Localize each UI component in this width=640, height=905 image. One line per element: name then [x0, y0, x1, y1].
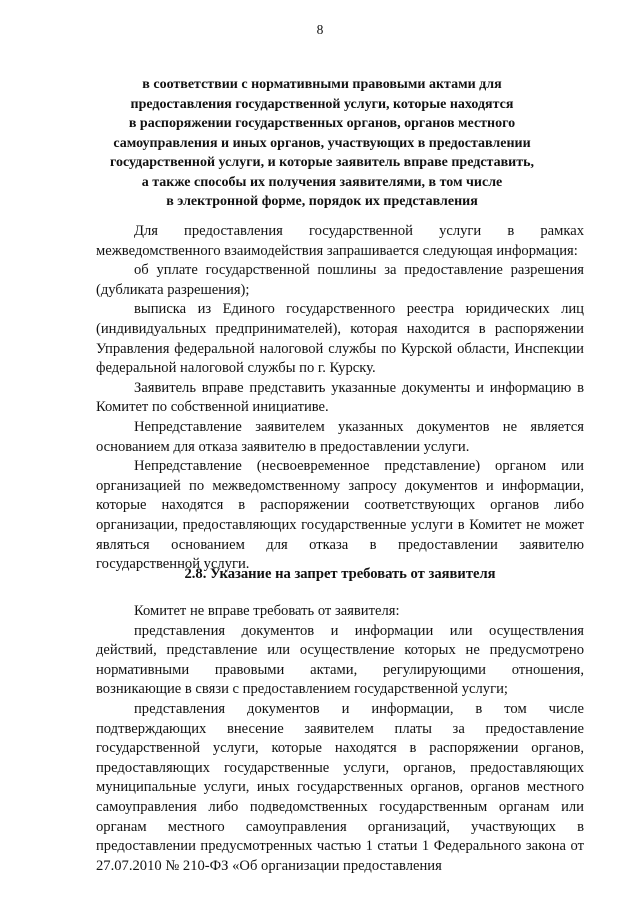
paragraph: Заявитель вправе представить указанные документы и информацию в Комитет по собственной инициативе. — [96, 379, 584, 416]
heading-line: предоставления государственной услуги, которые находятся — [130, 96, 514, 112]
body-block-1 — [96, 222, 584, 575]
paragraph: Непредставление заявителем указанных документов не является основанием для отказа заявителю в предоставлении услуги. — [96, 418, 584, 455]
section-heading — [92, 75, 552, 212]
paragraph: выписка из Единого государственного реестра юридических лиц (индивидуальных предпринимателей), которая находится в распоряжении Управления федеральной налоговой службы по Курской области, Инспекции федеральной налоговой службы по г. Курску. — [96, 301, 584, 377]
paragraph: Для предоставления государственной услуги в рамках межведомственного взаимодействия запрашивается следующая информация: — [96, 223, 584, 259]
heading-line: а также способы их получения заявителями, в том числе — [141, 174, 503, 190]
paragraph: об уплате государственной пошлины за предоставление разрешения (дубликата разрешения); — [96, 262, 584, 298]
body-block-2 — [96, 602, 584, 876]
heading-line: в электронной форме, порядок их представления — [166, 194, 478, 209]
page-number: 8 — [316, 22, 324, 37]
section-title: 2.8. Указание на запрет требовать от заявителя — [184, 566, 496, 582]
paragraph: Непредставление (несвоевременное представление) органом или организацией по межведомственному запросу документов и информации, которые находятся в распоряжении соответствующих органов либо организации, предоставляющих государственные услуги в Комитет не может являться основанием для отказа в предоставлении заявителю государственной услуги. — [96, 458, 584, 573]
heading-line: государственной услуги, и которые заявитель вправе представить, — [109, 155, 535, 170]
heading-line: в распоряжении государственных органов, органов местного — [128, 116, 516, 131]
paragraph: Комитет не вправе требовать от заявителя: — [134, 603, 400, 619]
heading-line: в соответствии с нормативными правовыми актами для — [142, 77, 502, 92]
heading-line: самоуправления и иных органов, участвующих в предоставлении — [113, 135, 531, 151]
paragraph: представления документов и информации или осуществления действий, представление или осуществление которых не предусмотрено нормативными правовыми актами, регулирующими отношения, возникающие в связи с предоставлением государственной услуги; — [96, 622, 584, 698]
paragraph: представления документов и информации, в том числе подтверждающих внесение заявителем платы за предоставление государственной услуги, которые находятся в распоряжении органов, предоставляющих государственные услуги, органов, предоставляющих муниципальные услуги, иных государственных органов, органов местного самоуправления либо подведомственных государственным органам или органам местного самоуправления организаций, участвующих в предоставлении предусмотренных частью 1 статьи 1 Федерального закона от 27.07.2010 № 210-ФЗ «Об организации предоставления — [96, 700, 584, 874]
